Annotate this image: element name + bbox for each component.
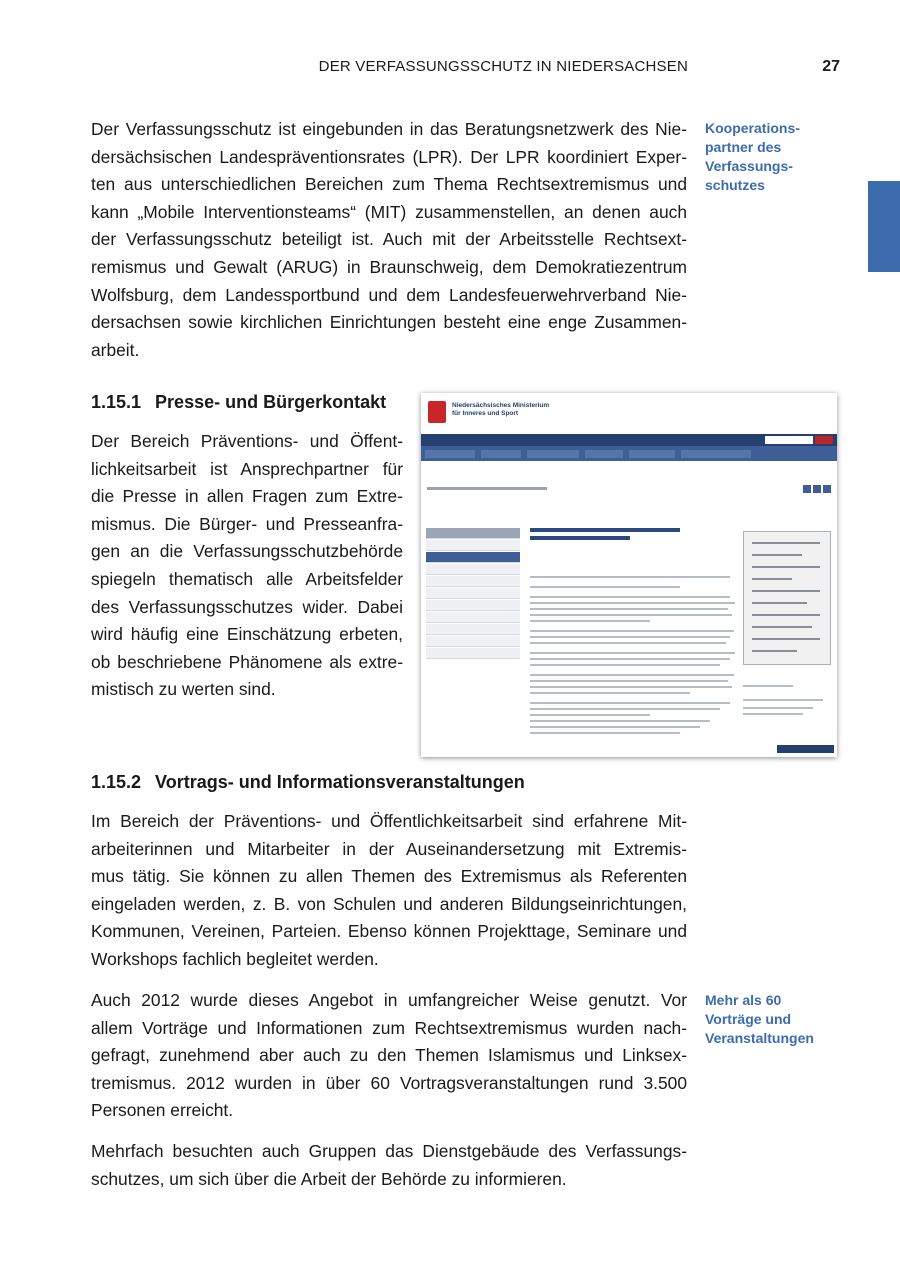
text-line: des Verfassungsschutzes wider. Dabei	[91, 596, 403, 617]
text-line: Veranstaltungen	[705, 1030, 814, 1046]
website-text-line	[530, 642, 726, 644]
margin-note-lectures	[705, 991, 835, 1048]
text-line: mistisch zu werten sind.	[91, 679, 276, 700]
lectures-paragraph-3	[91, 1138, 687, 1193]
website-search-button	[815, 436, 833, 444]
ministry-name	[452, 402, 602, 418]
page-number: 27	[822, 58, 840, 75]
lectures-paragraph-2	[91, 987, 687, 1125]
website-footer-button	[777, 745, 834, 753]
text-line: mus tätig. Sie können zu allen Themen des Extremismus als Referenten	[91, 866, 687, 887]
text-line: Im Bereich der Präventions- und Öffentlichkeitsarbeit sind erfahrene Mit-	[91, 811, 687, 831]
website-tool-icon	[823, 485, 831, 493]
text-line: lichkeitsarbeit ist Ansprechpartner für	[91, 458, 403, 479]
website-text-line	[530, 602, 735, 604]
text-line: spiegeln thematisch alle Arbeitsfelder	[91, 568, 403, 589]
ministry-name-line1: Niedersächsisches Ministerium	[452, 402, 550, 409]
lectures-paragraph-1	[91, 808, 687, 974]
intro-paragraph	[91, 116, 687, 364]
text-line: dersachsen sowie kirchlichen Einrichtungen besteht eine enge Zusammen-	[91, 312, 687, 333]
website-article-headline	[530, 528, 680, 532]
section-number: 1.15.1	[91, 392, 142, 412]
website-text-line	[530, 658, 730, 660]
text-line: partner des	[705, 139, 782, 155]
text-line: die Presse in allen Fragen zum Extre-	[91, 486, 403, 507]
text-line: schutzes	[705, 177, 765, 193]
website-side-text-line	[743, 699, 823, 701]
text-line: Der Verfassungsschutz ist eingebunden in das Beratungsnetzwerk des Nie-	[91, 119, 687, 139]
chapter-thumb-tab	[868, 181, 900, 272]
website-text-line	[530, 608, 728, 610]
text-line: Wolfsburg, dem Landessportbund und dem Landesfeuerwehrverband Nie-	[91, 284, 687, 305]
website-side-text-line	[743, 713, 803, 715]
text-line: der Verfassungsschutz beteiligt ist. Auch mit der Arbeitsstelle Rechtsext-	[91, 229, 687, 250]
website-text-line	[530, 614, 732, 616]
text-line: kann „Mobile Interventionsteams“ (MIT) zusammenstellen, an denen auch	[91, 201, 687, 222]
website-text-line	[530, 702, 730, 704]
website-text-line	[530, 708, 720, 710]
section-title: Vortrags- und Informationsveranstaltungen	[155, 772, 525, 792]
website-sidebar-item	[426, 648, 520, 659]
website-text-line	[530, 596, 730, 598]
text-line: Vorträge und	[705, 1011, 792, 1027]
website-text-line	[530, 576, 730, 578]
text-line: Verfassungs-	[705, 158, 793, 174]
text-line: Auch 2012 wurde dieses Angebot in umfangreicher Weise genutzt. Vor	[91, 990, 687, 1010]
section-number: 1.15.2	[91, 772, 142, 792]
section-heading-1-15-2	[91, 772, 525, 793]
website-text-line	[530, 636, 730, 638]
website-sidebar-item-active	[426, 552, 520, 563]
text-line: dersächsischen Landespräventionsrates (LPR). Der LPR koordiniert Exper-	[91, 146, 687, 167]
website-text-line	[530, 652, 735, 654]
website-text-line	[530, 630, 734, 632]
ministry-name-line2: für Inneres und Sport	[452, 410, 519, 417]
website-nav-tab	[585, 450, 623, 458]
website-sidebar-item	[426, 624, 520, 635]
website-nav-tab	[425, 450, 475, 458]
text-line: eingeladen werden, z. B. von Schulen und anderen Bildungseinrichtungen,	[91, 893, 687, 914]
text-line: mismus. Die Bürger- und Presseanfra-	[91, 513, 403, 534]
website-text-line	[530, 714, 650, 716]
press-contact-paragraph	[91, 428, 403, 704]
running-title: DER VERFASSUNGSSCHUTZ IN NIEDERSACHSEN	[318, 58, 688, 75]
text-line: arbeiterinnen und Mitarbeiter in der Auseinandersetzung mit Extremis-	[91, 838, 687, 859]
section-title: Presse- und Bürgerkontakt	[155, 392, 387, 412]
website-tool-icon	[803, 485, 811, 493]
website-sidebar-item	[426, 600, 520, 611]
website-breadcrumb	[427, 487, 547, 490]
text-line: Workshops fachlich begleitet werden.	[91, 948, 379, 969]
website-text-line	[530, 726, 700, 728]
text-line: Mehr als 60	[705, 992, 782, 1008]
website-text-line	[530, 686, 732, 688]
section-heading-1-15-1	[91, 392, 386, 413]
text-line: Der Bereich Präventions- und Öffent-	[91, 431, 403, 451]
website-nav-tab	[681, 450, 751, 458]
website-sidebar-item	[426, 576, 520, 587]
text-line: arbeit.	[91, 339, 140, 360]
ministry-website-screenshot	[421, 393, 837, 757]
website-text-line	[530, 586, 680, 588]
text-line: tremismus. 2012 wurden in über 60 Vortragsveranstaltungen rund 3.500	[91, 1072, 687, 1093]
text-line: gefragt, zunehmend aber auch zu den Themen Islamismus und Linksex-	[91, 1045, 687, 1066]
website-text-line	[530, 720, 710, 722]
website-sidebar-item	[426, 588, 520, 599]
website-text-line	[530, 680, 728, 682]
website-newspaper-image	[743, 531, 831, 665]
website-nav-tab	[527, 450, 579, 458]
website-sidebar-item	[426, 612, 520, 623]
website-text-line	[530, 664, 720, 666]
website-text-line	[530, 732, 680, 734]
text-line: ob beschriebene Phänomene als extre-	[91, 651, 403, 672]
text-line: Kommunen, Vereinen, Parteien. Ebenso können Projekttage, Seminare und	[91, 921, 687, 942]
website-article-headline	[530, 536, 630, 540]
website-nav-tab	[629, 450, 675, 458]
website-sidebar-item	[426, 564, 520, 575]
website-sidebar-item	[426, 540, 520, 551]
text-line: wird häufig eine Einschätzung erbeten,	[91, 624, 403, 645]
text-line: schutzes, um sich über die Arbeit der Behörde zu informieren.	[91, 1168, 567, 1189]
text-line: Mehrfach besuchten auch Gruppen das Dienstgebäude des Verfassungs-	[91, 1141, 687, 1161]
website-sidebar-item	[426, 636, 520, 647]
website-text-line	[530, 620, 650, 622]
margin-note-cooperation	[705, 119, 835, 195]
website-text-line	[530, 692, 690, 694]
text-line: remismus und Gewalt (ARUG) in Braunschweig, dem Demokratiezentrum	[91, 256, 687, 277]
website-side-text-line	[743, 685, 793, 687]
website-nav-tab	[481, 450, 521, 458]
website-sidebar-heading	[426, 528, 520, 539]
text-line: ten aus unterschiedlichen Bereichen zum Thema Rechtsextremismus und	[91, 174, 687, 195]
text-line: allem Vorträge und Informationen zum Rechtsextremismus wurden nach-	[91, 1017, 687, 1038]
website-tool-icon	[813, 485, 821, 493]
text-line: Personen erreicht.	[91, 1100, 234, 1121]
state-coat-of-arms-icon	[428, 401, 446, 423]
website-text-line	[530, 674, 734, 676]
text-line: Kooperations-	[705, 120, 800, 136]
text-line: gen an die Verfassungsschutzbehörde	[91, 541, 403, 562]
website-search-field	[765, 436, 813, 444]
website-side-text-line	[743, 707, 813, 709]
